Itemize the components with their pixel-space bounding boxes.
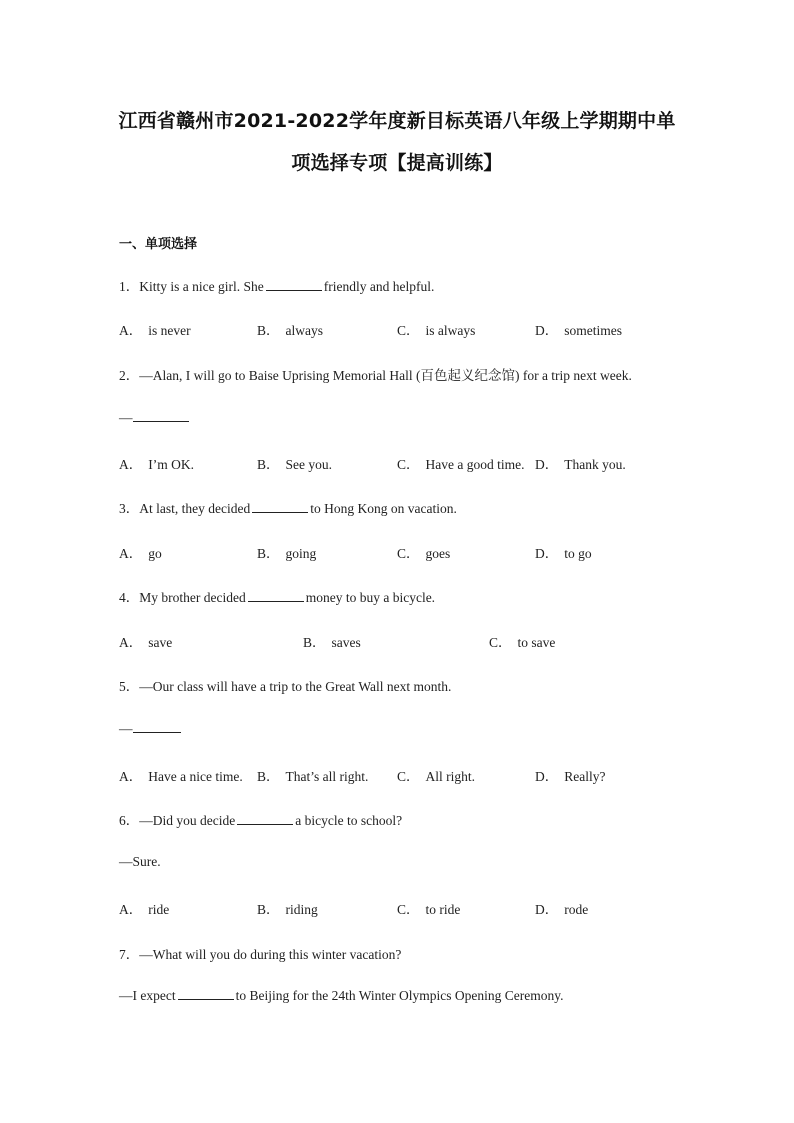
option-a: A． save xyxy=(119,635,173,650)
answer-blank xyxy=(133,720,181,733)
question-number: 4． xyxy=(119,590,140,605)
option-a: A． is never xyxy=(119,323,191,338)
question-5-options xyxy=(119,765,719,783)
question-number: 5． xyxy=(119,679,140,694)
answer-blank xyxy=(266,278,322,291)
question-6-reply: —Sure. xyxy=(119,854,161,869)
question-stem-before: —Did you decide xyxy=(139,813,236,828)
question-number: 2． xyxy=(119,368,140,383)
question-number: 7． xyxy=(119,947,140,962)
question-1-options xyxy=(119,319,719,337)
question-2-reply xyxy=(119,409,191,426)
option-c: C． goes xyxy=(397,546,451,561)
page-title-line-2: 项选择专项【提高训练】 xyxy=(291,152,503,174)
question-stem: —Our class will have a trip to the Great Wall next month. xyxy=(139,679,452,694)
question-stem-before: At last, they decided xyxy=(139,501,251,516)
question-stem-after: friendly and helpful. xyxy=(323,279,435,294)
option-a: A． go xyxy=(119,546,162,561)
option-d: D． sometimes xyxy=(535,323,622,338)
question-6 xyxy=(119,809,402,829)
option-b: B． always xyxy=(257,323,324,338)
question-1 xyxy=(119,275,434,295)
section-heading: 一、单项选择 xyxy=(119,237,198,252)
answer-blank xyxy=(248,589,304,602)
question-7 xyxy=(119,943,401,963)
option-b: B． That’s all right. xyxy=(257,769,369,784)
question-stem-after: to Hong Kong on vacation. xyxy=(310,501,457,516)
question-3-options xyxy=(119,542,719,560)
option-d: D． Thank you. xyxy=(535,457,626,472)
question-stem-after: money to buy a bicycle. xyxy=(305,590,436,605)
answer-blank xyxy=(133,409,189,422)
question-stem: —What will you do during this winter vacation? xyxy=(139,947,402,962)
option-d: D． rode xyxy=(535,902,589,917)
question-6-options xyxy=(119,898,719,916)
option-c: C． to save xyxy=(489,635,556,650)
answer-blank xyxy=(237,812,293,825)
option-a: A． Have a nice time. xyxy=(119,769,243,784)
question-number: 1． xyxy=(119,279,140,294)
option-b: B． riding xyxy=(257,902,318,917)
answer-blank xyxy=(252,500,308,513)
option-c: C． is always xyxy=(397,323,476,338)
option-a: A． I’m OK. xyxy=(119,457,194,472)
question-number: 3． xyxy=(119,501,140,516)
option-d: D． to go xyxy=(535,546,592,561)
option-b: B． going xyxy=(257,546,317,561)
question-4-options xyxy=(119,631,719,649)
question-stem-before: Kitty is a nice girl. She xyxy=(139,279,264,294)
question-3 xyxy=(119,497,457,517)
question-5 xyxy=(119,675,451,695)
option-b: B． saves xyxy=(303,635,361,650)
reply-dash: — xyxy=(119,410,133,425)
question-stem: —Alan, I will go to Baise Uprising Memorial Hall (百色起义纪念馆) for a trip next week. xyxy=(139,368,632,383)
option-c: C． to ride xyxy=(397,902,461,917)
option-d: D． Really? xyxy=(535,769,606,784)
question-5-reply xyxy=(119,720,183,737)
reply-after: to Beijing for the 24th Winter Olympics Opening Ceremony. xyxy=(235,988,564,1003)
question-2-options xyxy=(119,453,719,471)
question-2 xyxy=(119,364,632,384)
question-4 xyxy=(119,586,435,606)
option-c: C． Have a good time. xyxy=(397,457,525,472)
question-stem-after: a bicycle to school? xyxy=(295,813,403,828)
option-c: C． All right. xyxy=(397,769,476,784)
page-title-line-1: 江西省赣州市2021-2022学年度新目标英语八年级上学期期中单 xyxy=(118,110,676,132)
reply-dash: — xyxy=(119,721,133,736)
option-a: A． ride xyxy=(119,902,170,917)
question-number: 6． xyxy=(119,813,140,828)
answer-blank xyxy=(178,987,234,1000)
question-stem-before: My brother decided xyxy=(139,590,246,605)
question-7-reply xyxy=(119,987,564,1004)
option-b: B． See you. xyxy=(257,457,333,472)
reply-before: —I expect xyxy=(119,988,176,1003)
